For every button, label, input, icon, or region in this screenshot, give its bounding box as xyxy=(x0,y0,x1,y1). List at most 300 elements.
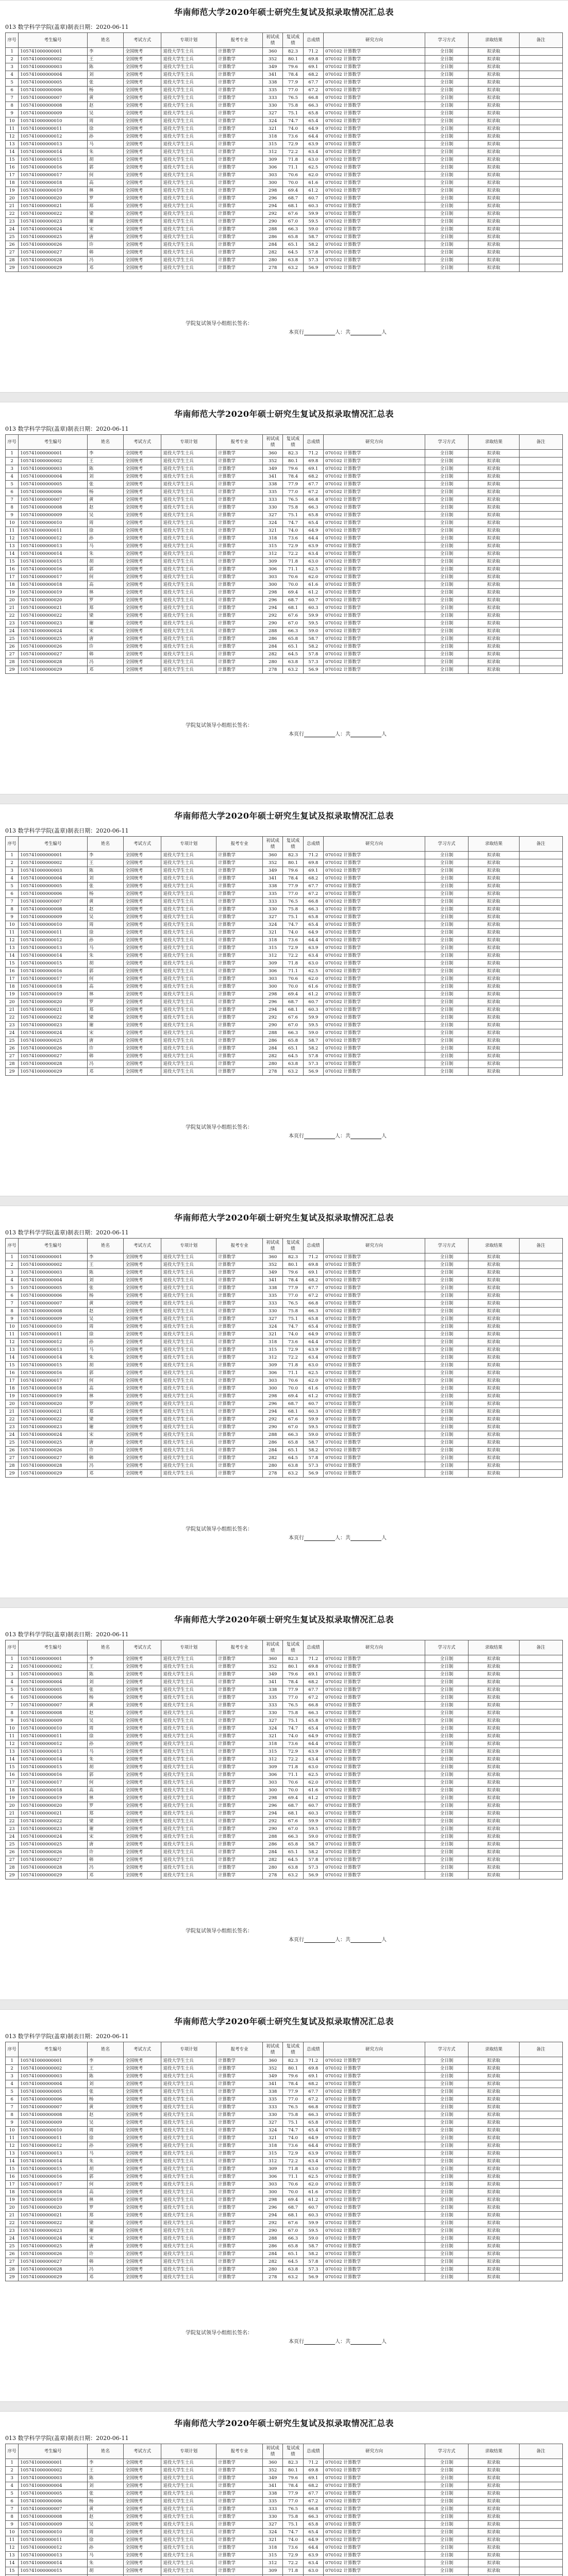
table-cell xyxy=(519,473,562,481)
table-cell: 65.1 xyxy=(283,1849,303,1856)
table-cell: 退役大学生士兵 xyxy=(161,2057,216,2065)
table-cell: 070102 计算数学 xyxy=(324,117,425,125)
table-cell: 全日制 xyxy=(425,898,468,906)
table-cell: 退役大学生士兵 xyxy=(161,1338,216,1346)
table-cell: 13 xyxy=(6,944,19,952)
table-cell: 105741000000005 xyxy=(19,481,88,488)
table-cell: 327 xyxy=(262,2119,282,2127)
table-cell: 全日制 xyxy=(425,1362,468,1369)
table-cell: 退役大学生士兵 xyxy=(161,628,216,635)
table-cell: 计算数学 xyxy=(216,1717,263,1725)
table-cell: 70.0 xyxy=(283,983,303,991)
table-cell: 拟录取 xyxy=(469,450,519,457)
table-cell: 全国统考 xyxy=(124,944,161,952)
table-cell: 全国统考 xyxy=(124,202,161,210)
table-cell: 计算数学 xyxy=(216,2490,263,2498)
table-cell: 全国统考 xyxy=(124,658,161,666)
table-cell xyxy=(519,1740,562,1748)
table-cell: 303 xyxy=(262,172,282,179)
table-cell: 67.7 xyxy=(303,481,323,488)
table-cell: 070102 计算数学 xyxy=(324,2127,425,2134)
table-cell xyxy=(519,628,562,635)
table-cell: 105741000000003 xyxy=(19,1671,88,1679)
table-cell: 67.7 xyxy=(303,1284,323,1292)
table-cell: 286 xyxy=(262,233,282,241)
table-cell: 退役大学生士兵 xyxy=(161,1400,216,1408)
table-cell: 计算数学 xyxy=(216,79,263,87)
table-cell: 63.9 xyxy=(303,1346,323,1354)
table-cell: 计算数学 xyxy=(216,929,263,937)
table-cell: 24 xyxy=(6,628,19,635)
table-header-cell: 姓名 xyxy=(87,435,123,450)
table-cell xyxy=(519,1331,562,1338)
table-row xyxy=(6,2482,563,2490)
table-cell: 全国统考 xyxy=(124,504,161,512)
table-cell: 全日制 xyxy=(425,1671,468,1679)
table-cell: 朱 xyxy=(87,148,123,156)
table-cell: 20 xyxy=(6,2204,19,2212)
table-cell: 74.0 xyxy=(283,1733,303,1740)
table-cell: 070102 计算数学 xyxy=(324,1400,425,1408)
table-cell: 21 xyxy=(6,1810,19,1818)
table-cell: 318 xyxy=(262,937,282,944)
table-cell: 全国统考 xyxy=(124,2498,161,2505)
table-cell: 105741000000012 xyxy=(19,1338,88,1346)
table-cell: 全日制 xyxy=(425,1756,468,1764)
table-cell: 全国统考 xyxy=(124,2560,161,2567)
table-cell: 全国统考 xyxy=(124,450,161,457)
table-header-cell: 报考专业 xyxy=(216,2042,263,2057)
table-cell: 罗 xyxy=(87,597,123,604)
table-cell: 105741000000004 xyxy=(19,2080,88,2088)
table-cell xyxy=(519,898,562,906)
table-cell: 292 xyxy=(262,1014,282,1022)
table-cell: 070102 计算数学 xyxy=(324,56,425,63)
table-cell: 全国统考 xyxy=(124,867,161,875)
table-cell: 56.9 xyxy=(303,1872,323,1879)
table-cell: 计算数学 xyxy=(216,1694,263,1702)
table-cell: 282 xyxy=(262,1053,282,1060)
table-header-cell: 研究方向 xyxy=(324,33,425,48)
table-cell: 王 xyxy=(87,1261,123,1269)
table-cell xyxy=(519,1423,562,1431)
table-cell: 拟录取 xyxy=(469,643,519,651)
table-cell: 070102 计算数学 xyxy=(324,2250,425,2258)
table-cell xyxy=(519,2181,562,2189)
table-cell: 拟录取 xyxy=(469,48,519,56)
table-cell: 全日制 xyxy=(425,2057,468,2065)
table-cell: 拟录取 xyxy=(469,1292,519,1300)
table-cell: 60.7 xyxy=(303,1802,323,1810)
table-cell: 070102 计算数学 xyxy=(324,1331,425,1338)
table-cell: 306 xyxy=(262,1771,282,1779)
table-cell: 070102 计算数学 xyxy=(324,2490,425,2498)
table-cell: 陈 xyxy=(87,1671,123,1679)
table-row xyxy=(6,1253,563,1261)
table-row xyxy=(6,535,563,543)
page-subtitle: 013 数学科学学院(盖章)制表日期：2020-06-11 xyxy=(5,24,129,30)
table-cell: 66.3 xyxy=(283,2235,303,2243)
table-cell: 105741000000006 xyxy=(19,87,88,94)
page-subtitle: 013 数学科学学院(盖章)制表日期：2020-06-11 xyxy=(5,1229,129,1236)
table-cell: 计算数学 xyxy=(216,1045,263,1053)
table-row xyxy=(6,2475,563,2482)
table-cell: 105741000000028 xyxy=(19,257,88,264)
table-cell: 105741000000006 xyxy=(19,488,88,496)
table-cell: 070102 计算数学 xyxy=(324,2243,425,2250)
table-cell xyxy=(519,573,562,581)
table-cell xyxy=(519,2158,562,2165)
table-cell: 孙 xyxy=(87,535,123,543)
table-cell: 070102 计算数学 xyxy=(324,566,425,573)
table-row xyxy=(6,1655,563,1663)
table-cell: 315 xyxy=(262,141,282,148)
table-cell: 全日制 xyxy=(425,1068,468,1076)
table-cell: 76.5 xyxy=(283,1702,303,1709)
table-row xyxy=(6,2266,563,2274)
table-cell: 61.6 xyxy=(303,1787,323,1794)
table-cell: 全日制 xyxy=(425,241,468,249)
table-cell: 全国统考 xyxy=(124,2080,161,2088)
table-row xyxy=(6,2505,563,2513)
table-cell: 计算数学 xyxy=(216,1740,263,1748)
table-row xyxy=(6,94,563,102)
table-cell: 全日制 xyxy=(425,133,468,141)
table-cell: 退役大学生士兵 xyxy=(161,2196,216,2204)
table-cell: 15 xyxy=(6,156,19,164)
table-header-cell: 考生编号 xyxy=(19,33,88,48)
table-cell: 全国统考 xyxy=(124,218,161,226)
table-cell: 1 xyxy=(6,1253,19,1261)
table-cell: 60.3 xyxy=(303,1006,323,1014)
table-cell: 吴 xyxy=(87,512,123,519)
table-cell: 全国统考 xyxy=(124,635,161,643)
table-cell xyxy=(519,960,562,968)
table-cell: 梁 xyxy=(87,612,123,620)
table-cell: 全国统考 xyxy=(124,2467,161,2475)
table-cell: 303 xyxy=(262,975,282,983)
table-row xyxy=(6,141,563,148)
table-cell: 全日制 xyxy=(425,125,468,133)
table-cell: 349 xyxy=(262,1671,282,1679)
table-cell: 黄 xyxy=(87,2104,123,2111)
table-cell: 全国统考 xyxy=(124,2119,161,2127)
table-cell: 66.3 xyxy=(303,102,323,110)
table-cell: 全日制 xyxy=(425,481,468,488)
table-cell: 拟录取 xyxy=(469,1833,519,1841)
table-cell: 070102 计算数学 xyxy=(324,2158,425,2165)
table-cell: 刘 xyxy=(87,2482,123,2490)
table-cell: 退役大学生士兵 xyxy=(161,921,216,929)
page-subtitle: 013 数学科学学院(盖章)制表日期：2020-06-11 xyxy=(5,827,129,834)
table-cell: 070102 计算数学 xyxy=(324,2552,425,2560)
table-cell: 105741000000014 xyxy=(19,148,88,156)
table-cell: 拟录取 xyxy=(469,998,519,1006)
table-cell: 67.2 xyxy=(303,87,323,94)
table-cell: 070102 计算数学 xyxy=(324,2212,425,2219)
table-cell: 退役大学生士兵 xyxy=(161,906,216,913)
table-header-cell: 复试成绩 xyxy=(283,2444,303,2459)
table-cell: 计算数学 xyxy=(216,141,263,148)
table-cell: 全国统考 xyxy=(124,2104,161,2111)
table-cell xyxy=(519,496,562,504)
table-cell: 9 xyxy=(6,1717,19,1725)
table-cell: 288 xyxy=(262,628,282,635)
table-cell: 070102 计算数学 xyxy=(324,543,425,550)
table-cell: 59.5 xyxy=(303,1825,323,1833)
table-cell: 梁 xyxy=(87,210,123,218)
table-cell: 马 xyxy=(87,141,123,148)
table-row xyxy=(6,1470,563,1478)
table-cell: 349 xyxy=(262,2475,282,2482)
table-cell: 退役大学生士兵 xyxy=(161,635,216,643)
table-cell: 吴 xyxy=(87,1315,123,1323)
table-cell: 全日制 xyxy=(425,2119,468,2127)
table-cell: 66.3 xyxy=(303,504,323,512)
table-cell: 黄 xyxy=(87,1300,123,1308)
table-cell: 61.2 xyxy=(303,1393,323,1400)
table-cell: 070102 计算数学 xyxy=(324,2274,425,2281)
table-row xyxy=(6,1725,563,1733)
table-cell: 拟录取 xyxy=(469,2467,519,2475)
table-row xyxy=(6,1269,563,1277)
table-cell: 66.8 xyxy=(303,2505,323,2513)
table-cell: 65.8 xyxy=(303,110,323,117)
table-cell: 刘 xyxy=(87,2080,123,2088)
table-cell: 280 xyxy=(262,658,282,666)
table-cell: 105741000000027 xyxy=(19,1856,88,1864)
table-cell: 105741000000009 xyxy=(19,110,88,117)
table-cell: 退役大学生士兵 xyxy=(161,1771,216,1779)
table-header-cell: 总成绩 xyxy=(303,837,323,852)
table-cell: 71.1 xyxy=(283,566,303,573)
table-header-cell: 考生编号 xyxy=(19,2042,88,2057)
table-cell: 全国统考 xyxy=(124,257,161,264)
table-cell: 胡 xyxy=(87,1362,123,1369)
table-header-cell: 录取结果 xyxy=(469,1239,519,1253)
table-cell: 全国统考 xyxy=(124,937,161,944)
table-cell: 105741000000008 xyxy=(19,504,88,512)
table-cell: 284 xyxy=(262,1849,282,1856)
table-cell: 计算数学 xyxy=(216,2219,263,2227)
table-cell: 全国统考 xyxy=(124,2173,161,2181)
table-cell: 300 xyxy=(262,1385,282,1393)
table-row xyxy=(6,2104,563,2111)
table-cell xyxy=(519,187,562,195)
table-cell xyxy=(519,1408,562,1416)
table-cell: 318 xyxy=(262,133,282,141)
table-cell: 070102 计算数学 xyxy=(324,481,425,488)
table-cell: 105741000000014 xyxy=(19,2158,88,2165)
table-cell: 全日制 xyxy=(425,1261,468,1269)
table-cell: 318 xyxy=(262,2142,282,2150)
table-cell: 全国统考 xyxy=(124,2243,161,2250)
table-cell: 计算数学 xyxy=(216,1423,263,1431)
table-cell xyxy=(519,1470,562,1478)
table-cell: 105741000000027 xyxy=(19,1454,88,1462)
table-cell: 全国统考 xyxy=(124,558,161,566)
table-cell: 68.7 xyxy=(283,1400,303,1408)
table-cell: 全国统考 xyxy=(124,48,161,56)
table-cell: 退役大学生士兵 xyxy=(161,1794,216,1802)
table-row xyxy=(6,1709,563,1717)
table-cell: 352 xyxy=(262,2065,282,2073)
table-cell: 拟录取 xyxy=(469,1377,519,1385)
table-cell: 105741000000015 xyxy=(19,2567,88,2575)
table-header-cell: 姓名 xyxy=(87,837,123,852)
table-cell: 070102 计算数学 xyxy=(324,94,425,102)
table-cell xyxy=(519,249,562,257)
table-header-cell: 录取结果 xyxy=(469,2444,519,2459)
table-cell: 105741000000008 xyxy=(19,2513,88,2521)
table-cell: 全日制 xyxy=(425,187,468,195)
table-cell: 56.9 xyxy=(303,2274,323,2281)
table-cell: 070102 计算数学 xyxy=(324,612,425,620)
table-cell: 62.0 xyxy=(303,172,323,179)
table-cell: 退役大学生士兵 xyxy=(161,1060,216,1068)
table-cell: 拟录取 xyxy=(469,1029,519,1037)
table-cell xyxy=(519,133,562,141)
table-cell: 070102 计算数学 xyxy=(324,937,425,944)
table-cell: 全日制 xyxy=(425,2196,468,2204)
table-cell: 退役大学生士兵 xyxy=(161,2073,216,2080)
table-cell: 退役大学生士兵 xyxy=(161,898,216,906)
table-cell: 全日制 xyxy=(425,867,468,875)
table-cell: 孙 xyxy=(87,2142,123,2150)
table-row xyxy=(6,187,563,195)
table-cell: 15 xyxy=(6,1362,19,1369)
table-cell: 070102 计算数学 xyxy=(324,1053,425,1060)
table-cell: 全国统考 xyxy=(124,1663,161,1671)
table-cell: 计算数学 xyxy=(216,512,263,519)
table-cell xyxy=(519,241,562,249)
table-cell: 070102 计算数学 xyxy=(324,1779,425,1787)
table-cell: 11 xyxy=(6,125,19,133)
table-cell: 拟录取 xyxy=(469,2158,519,2165)
table-cell: 全国统考 xyxy=(124,1825,161,1833)
table-header-cell: 备注 xyxy=(519,33,562,48)
table-cell: 全国统考 xyxy=(124,651,161,658)
table-cell: 341 xyxy=(262,1277,282,1284)
table-cell: 105741000000001 xyxy=(19,1655,88,1663)
table-cell: 65.8 xyxy=(303,1717,323,1725)
table-cell: 72.9 xyxy=(283,543,303,550)
table-cell: 105741000000024 xyxy=(19,2235,88,2243)
table-cell: 105741000000028 xyxy=(19,1060,88,1068)
table-cell: 327 xyxy=(262,1717,282,1725)
table-cell: 5 xyxy=(6,1284,19,1292)
table-header-cell: 专项计划 xyxy=(161,837,216,852)
table-cell: 105741000000010 xyxy=(19,519,88,527)
table-cell: 拟录取 xyxy=(469,1060,519,1068)
table-cell: 全日制 xyxy=(425,1014,468,1022)
table-cell: 070102 计算数学 xyxy=(324,581,425,589)
table-cell: 070102 计算数学 xyxy=(324,527,425,535)
table-cell: 计算数学 xyxy=(216,975,263,983)
table-cell: 360 xyxy=(262,852,282,859)
table-cell xyxy=(519,125,562,133)
table-cell: 19 xyxy=(6,1794,19,1802)
table-cell: 全日制 xyxy=(425,1779,468,1787)
table-cell: 309 xyxy=(262,1362,282,1369)
table-row xyxy=(6,241,563,249)
table-cell: 计算数学 xyxy=(216,1810,263,1818)
table-cell: 67.0 xyxy=(283,620,303,628)
table-cell: 17 xyxy=(6,2181,19,2189)
table-cell: 退役大学生士兵 xyxy=(161,210,216,218)
table-cell: 105741000000009 xyxy=(19,1315,88,1323)
table-cell: 070102 计算数学 xyxy=(324,944,425,952)
table-cell: 75.1 xyxy=(283,913,303,921)
table-header-cell: 报考专业 xyxy=(216,837,263,852)
table-header-cell: 姓名 xyxy=(87,2042,123,2057)
table-cell: 070102 计算数学 xyxy=(324,1022,425,1029)
table-cell: 计算数学 xyxy=(216,581,263,589)
table-row xyxy=(6,133,563,141)
table-cell: 070102 计算数学 xyxy=(324,1292,425,1300)
table-cell: 327 xyxy=(262,512,282,519)
table-row xyxy=(6,1377,563,1385)
table-cell: 计算数学 xyxy=(216,890,263,898)
table-cell: 070102 计算数学 xyxy=(324,651,425,658)
table-cell xyxy=(519,1060,562,1068)
table-cell: 18 xyxy=(6,983,19,991)
table-cell: 拟录取 xyxy=(469,1045,519,1053)
table-cell: 64.4 xyxy=(303,535,323,543)
table-cell: 070102 计算数学 xyxy=(324,2227,425,2235)
table-cell: 282 xyxy=(262,1454,282,1462)
table-cell: 4 xyxy=(6,473,19,481)
table-cell: 全日制 xyxy=(425,1323,468,1331)
table-row xyxy=(6,550,563,558)
table-cell: 计算数学 xyxy=(216,1284,263,1292)
table-row xyxy=(6,1400,563,1408)
table-cell: 全国统考 xyxy=(124,2482,161,2490)
table-cell: 计算数学 xyxy=(216,1655,263,1663)
table-cell: 312 xyxy=(262,2158,282,2165)
table-cell: 拟录取 xyxy=(469,1771,519,1779)
table-cell: 郑 xyxy=(87,2212,123,2219)
table-cell: 286 xyxy=(262,1841,282,1849)
table-cell: 070102 计算数学 xyxy=(324,1377,425,1385)
table-cell: 78.4 xyxy=(283,71,303,79)
table-cell: 58.2 xyxy=(303,1849,323,1856)
table-cell: 退役大学生士兵 xyxy=(161,913,216,921)
table-cell: 070102 计算数学 xyxy=(324,1470,425,1478)
table-cell: 拟录取 xyxy=(469,481,519,488)
table-row xyxy=(6,1802,563,1810)
table-cell: 拟录取 xyxy=(469,535,519,543)
table-cell: 计算数学 xyxy=(216,2536,263,2544)
table-cell: 退役大学生士兵 xyxy=(161,457,216,465)
table-cell: 77.9 xyxy=(283,2088,303,2096)
table-cell: 拟录取 xyxy=(469,1423,519,1431)
table-cell: 拟录取 xyxy=(469,2552,519,2560)
leader-signature-label: 学院复试领导小组组长签名： xyxy=(186,2330,253,2336)
table-cell: 296 xyxy=(262,1400,282,1408)
table-cell xyxy=(519,63,562,71)
table-cell: 郭 xyxy=(87,566,123,573)
table-cell: 17 xyxy=(6,1377,19,1385)
table-cell: 070102 计算数学 xyxy=(324,998,425,1006)
table-cell: 全国统考 xyxy=(124,1802,161,1810)
table-cell: 75.8 xyxy=(283,102,303,110)
table-cell: 全国统考 xyxy=(124,110,161,117)
table-cell: 拟录取 xyxy=(469,1663,519,1671)
table-cell: 338 xyxy=(262,2088,282,2096)
table-cell: 13 xyxy=(6,2150,19,2158)
signature-line xyxy=(186,1926,253,1934)
